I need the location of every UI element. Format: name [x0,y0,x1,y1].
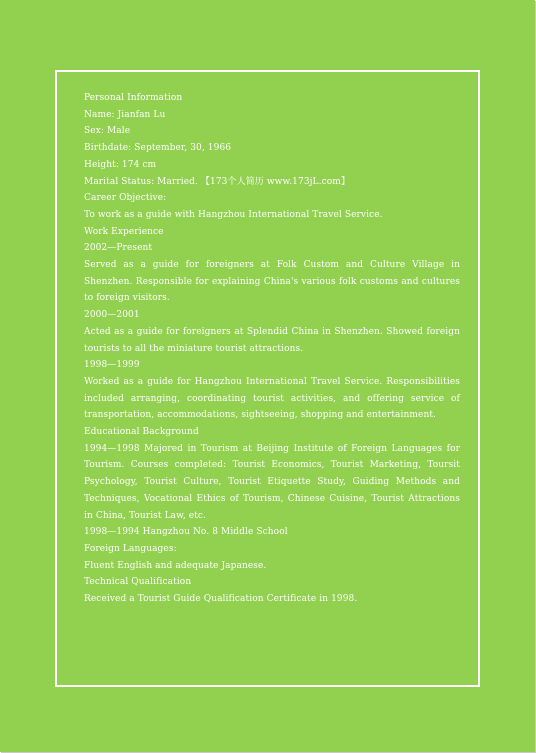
resume-content [84,90,460,608]
work-period: 2000—2001 [84,310,140,321]
work-description: Served as a guide for foreigners at Folk Custom and Culture Village in Shenzhen. Responsible for explaining China's various folk customs and cultures to foreign visitors. [84,260,460,304]
height-line: Height: 174 cm [84,159,157,170]
name-line: Name: Jianfan Lu [84,109,166,120]
career-objective-text: To work as a guide with Hangzhou International Travel Service. [84,209,383,220]
work-period: 2002—Present [84,243,153,254]
sex-line: Sex: Male [84,126,131,137]
education-heading: Educational Background [84,427,199,438]
education-entry: 1998—1994 Hangzhou No. 8 Middle School [84,527,288,538]
career-objective-heading: Career Objective: [84,193,167,204]
foreign-languages-heading: Foreign Languages: [84,543,177,554]
work-description: Worked as a guide for Hangzhou International Travel Service. Responsibilities included arranging, coordinating tourist activities, and offering service of transportation, accommodations, sightseeing, shopping and entertainment. [84,376,460,421]
work-experience-heading: Work Experience [84,226,164,237]
personal-info-heading: Personal Information [84,93,183,103]
foreign-languages-text: Fluent English and adequate Japanese. [84,560,267,571]
technical-qualification-heading: Technical Qualification [84,577,192,588]
education-entry: 1994—1998 Majored in Tourism at Beijing Institute of Foreign Languages for Tourism. Courses completed: Tourist Economics, Tourist Marketing, Toursit Psychology, Tourist Culture, Tourist Etiquette Study, Guiding Methods and Techniques, Vocational Ethics of Tourism, Chinese Cuisine, Tourist Attractions in China, Tourist Law, etc. [84,443,460,521]
marital-status-line: Marital Status: Married. 【173个人简历 www.173jL.com】 [84,176,350,187]
work-period: 1998—1999 [84,360,140,371]
work-description: Acted as a guide for foreigners at Splendid China in Shenzhen. Showed foreign tourists to all the miniature tourist attractions. [84,326,460,354]
birthdate-line: Birthdate: September, 30, 1966 [84,143,232,154]
technical-qualification-text: Received a Tourist Guide Qualification Certificate in 1998. [84,594,358,605]
